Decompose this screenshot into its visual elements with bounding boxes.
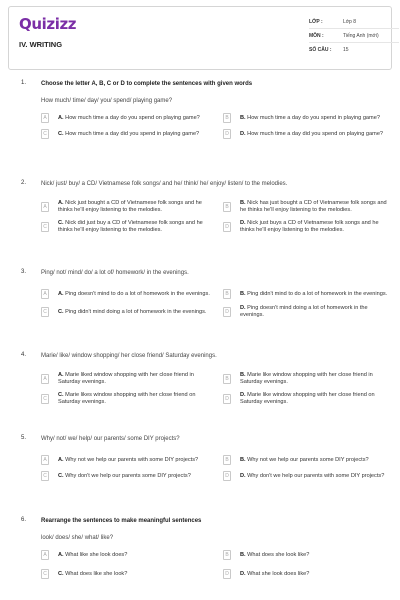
option-label: How much time a day did you spend on playing game?: [247, 130, 384, 137]
option-d[interactable]: [223, 220, 393, 234]
option-label: Ping doesn't mind to do a lot of homework in the evenings.: [65, 290, 210, 297]
meta-label: SỐ CÂU :: [309, 47, 332, 53]
question-prompt: Nick/ just/ buy/ a CD/ Vietnamese folk songs/ and he/ think/ he/ enjoy/ listen/ to the melodies.: [41, 181, 288, 187]
option-b[interactable]: [223, 455, 393, 465]
option-d[interactable]: [223, 392, 393, 406]
option-box-d[interactable]: D: [223, 569, 231, 579]
question-instruction: Rearrange the sentences to make meaningful sentences: [41, 518, 202, 524]
option-label: What does like she look?: [65, 570, 128, 577]
option-box-a[interactable]: A: [41, 289, 49, 299]
option-a[interactable]: [41, 372, 211, 386]
option-label: Nick just bought a CD of Vietnamese folk songs and he thinks he'll enjoy listening to the melodies.: [58, 200, 202, 213]
option-a[interactable]: [41, 550, 211, 560]
question-number: 3.: [21, 269, 27, 275]
option-d[interactable]: [223, 471, 393, 481]
option-box-d[interactable]: D: [223, 129, 231, 139]
question-prompt: look/ does/ she/ what/ like?: [41, 535, 114, 541]
option-b[interactable]: [223, 289, 393, 299]
option-box-b[interactable]: B: [223, 113, 231, 123]
option-text: [58, 291, 210, 298]
option-text: [240, 131, 383, 138]
option-label: Ping didn't mind doing a lot of homework in the evenings.: [65, 308, 207, 315]
option-label: How much time a day do you spend in playing game?: [247, 114, 380, 121]
option-letter: C.: [58, 308, 64, 315]
option-text: [58, 309, 206, 316]
meta-value: Tiếng Anh (mới): [343, 32, 379, 39]
option-text: [58, 473, 191, 480]
option-text: [58, 200, 211, 214]
meta-value: Lớp 8: [343, 18, 357, 25]
options-grid: [41, 372, 384, 406]
meta-label: LỚP :: [309, 18, 323, 25]
option-label: Why don't we help our parents with some DIY projects?: [247, 472, 385, 479]
option-letter: A.: [58, 290, 64, 297]
option-box-d[interactable]: D: [223, 222, 231, 232]
option-label: Marie like window shopping with her close friend on Saturday evenings.: [240, 392, 375, 405]
options-grid: [41, 113, 384, 139]
option-b[interactable]: [223, 550, 393, 560]
option-box-d[interactable]: D: [223, 471, 231, 481]
option-label: Nick did just buy a CD of Vietnamese folk songs and he thinks he'll enjoy listening to the melodies.: [58, 220, 203, 233]
option-box-c[interactable]: C: [41, 471, 49, 481]
question-5: [8, 435, 392, 481]
option-box-b[interactable]: B: [223, 374, 231, 384]
option-letter: B.: [240, 456, 246, 463]
option-a[interactable]: [41, 113, 211, 123]
option-box-d[interactable]: D: [223, 307, 231, 317]
option-box-c[interactable]: C: [41, 394, 49, 404]
option-text: [240, 372, 393, 386]
option-text: [240, 200, 393, 214]
option-letter: B.: [240, 114, 246, 121]
option-label: Why not we help our parents some DIY projects?: [247, 456, 369, 463]
option-label: Nick just buys a CD of Vietnamese folk songs and he thinks he'll enjoy listening to the melodies.: [240, 220, 379, 233]
option-letter: D.: [240, 392, 246, 398]
question-6: [8, 517, 392, 579]
option-letter: D.: [240, 220, 246, 226]
option-letter: C.: [58, 472, 64, 479]
option-letter: D.: [240, 570, 246, 577]
option-d[interactable]: [223, 569, 393, 579]
option-box-a[interactable]: A: [41, 374, 49, 384]
option-box-d[interactable]: D: [223, 394, 231, 404]
meta-value: 15: [343, 47, 349, 53]
meta-row-subject: [309, 29, 399, 43]
option-d[interactable]: [223, 305, 393, 319]
option-box-c[interactable]: C: [41, 222, 49, 232]
option-label: What like she look does?: [65, 551, 128, 558]
option-text: [58, 571, 127, 578]
option-text: [240, 552, 309, 559]
question-prompt: Ping/ not/ mind/ do/ a lot of/ homework/ in the evenings.: [41, 270, 189, 276]
option-text: [240, 220, 393, 234]
option-text: [240, 305, 393, 319]
option-text: [58, 457, 198, 464]
option-label: Marie likes window shopping with her close friend on Saturday evenings.: [58, 392, 196, 405]
option-text: [240, 457, 369, 464]
option-box-a[interactable]: A: [41, 202, 49, 212]
option-text: [58, 131, 199, 138]
option-label: What does she look like?: [247, 551, 310, 558]
option-text: [240, 392, 393, 406]
question-1: [8, 80, 392, 139]
option-label: How much time a day did you spend in playing game?: [65, 130, 200, 137]
meta-row-class: [309, 15, 399, 29]
option-c[interactable]: [41, 305, 211, 319]
option-b[interactable]: [223, 200, 393, 214]
question-4: [8, 352, 392, 406]
option-b[interactable]: [223, 113, 393, 123]
option-label: Nick has just bought a CD of Vietnamese folk songs and he thinks he'll enjoy listening to the melodies.: [240, 200, 387, 213]
option-box-b[interactable]: B: [223, 202, 231, 212]
option-d[interactable]: [223, 129, 393, 139]
option-label: Why don't we help our parents some DIY projects?: [65, 472, 191, 479]
option-text: [58, 115, 200, 122]
option-c[interactable]: [41, 129, 211, 139]
option-letter: B.: [240, 290, 246, 297]
option-text: [58, 372, 211, 386]
question-3: [8, 269, 392, 319]
option-box-a[interactable]: A: [41, 550, 49, 560]
option-letter: D.: [240, 130, 246, 137]
option-box-b[interactable]: B: [223, 289, 231, 299]
option-text: [58, 220, 211, 234]
question-2: [8, 180, 392, 234]
option-label: Why not we help our parents with some DIY projects?: [65, 456, 199, 463]
option-letter: A.: [58, 114, 64, 121]
option-letter: A.: [58, 456, 64, 463]
section-title: IV. WRITING: [19, 40, 63, 49]
option-letter: B.: [240, 372, 246, 378]
option-b[interactable]: [223, 372, 393, 386]
worksheet-header: [8, 6, 392, 70]
option-label: Ping didn't mind to do a lot of homework in the evenings.: [247, 290, 388, 297]
option-text: [240, 115, 380, 122]
option-label: What she look does like?: [247, 570, 310, 577]
option-text: [240, 571, 309, 578]
option-a[interactable]: [41, 200, 211, 214]
option-box-b[interactable]: B: [223, 455, 231, 465]
meta-table: [309, 15, 399, 57]
question-prompt: Why/ not/ we/ help/ our parents/ some DIY projects?: [41, 436, 180, 442]
option-text: [240, 291, 387, 298]
option-letter: D.: [240, 305, 246, 311]
option-box-c[interactable]: C: [41, 307, 49, 317]
option-letter: C.: [58, 220, 64, 226]
option-letter: C.: [58, 570, 64, 577]
option-box-c[interactable]: C: [41, 569, 49, 579]
option-label: Marie like window shopping with her close friend in Saturday evenings.: [240, 372, 373, 385]
option-c[interactable]: [41, 569, 211, 579]
question-number: 6.: [21, 517, 27, 523]
option-box-b[interactable]: B: [223, 550, 231, 560]
option-c[interactable]: [41, 392, 211, 406]
option-a[interactable]: [41, 289, 211, 299]
meta-row-count: [309, 43, 399, 57]
option-letter: B.: [240, 551, 246, 558]
option-label: Ping doesn't mind doing a lot of homework in the evenings.: [240, 305, 368, 318]
question-number: 5.: [21, 435, 27, 441]
question-instruction: Choose the letter A, B, C or D to complete the sentences with given words: [41, 81, 253, 87]
question-number: 1.: [21, 80, 27, 86]
option-text: [58, 552, 127, 559]
question-number: 2.: [21, 180, 27, 186]
question-prompt: How much/ time/ day/ you/ spend/ playing game?: [41, 98, 173, 104]
options-grid: [41, 289, 388, 319]
option-letter: A.: [58, 551, 64, 558]
meta-label: MÔN :: [309, 32, 324, 39]
option-box-a[interactable]: A: [41, 455, 49, 465]
option-letter: A.: [58, 200, 64, 206]
option-a[interactable]: [41, 455, 211, 465]
option-box-c[interactable]: C: [41, 129, 49, 139]
option-c[interactable]: [41, 220, 211, 234]
options-grid: [41, 455, 384, 481]
option-box-a[interactable]: A: [41, 113, 49, 123]
option-label: How much time a day do you spend on playing game?: [65, 114, 200, 121]
option-letter: C.: [58, 130, 64, 137]
option-letter: B.: [240, 200, 246, 206]
options-grid: [41, 200, 387, 234]
option-label: Marie liked window shopping with her close friend in Saturday evenings.: [58, 372, 194, 385]
question-prompt: Marie/ like/ window shopping/ her close friend/ Saturday evenings.: [41, 353, 217, 359]
option-c[interactable]: [41, 471, 211, 481]
question-number: 4.: [21, 352, 27, 358]
option-text: [58, 392, 211, 406]
quizizz-logo: Quizizz: [19, 15, 77, 33]
option-letter: C.: [58, 392, 64, 398]
options-grid: [41, 550, 384, 579]
option-text: [240, 473, 384, 480]
option-letter: D.: [240, 472, 246, 479]
option-letter: A.: [58, 372, 64, 378]
